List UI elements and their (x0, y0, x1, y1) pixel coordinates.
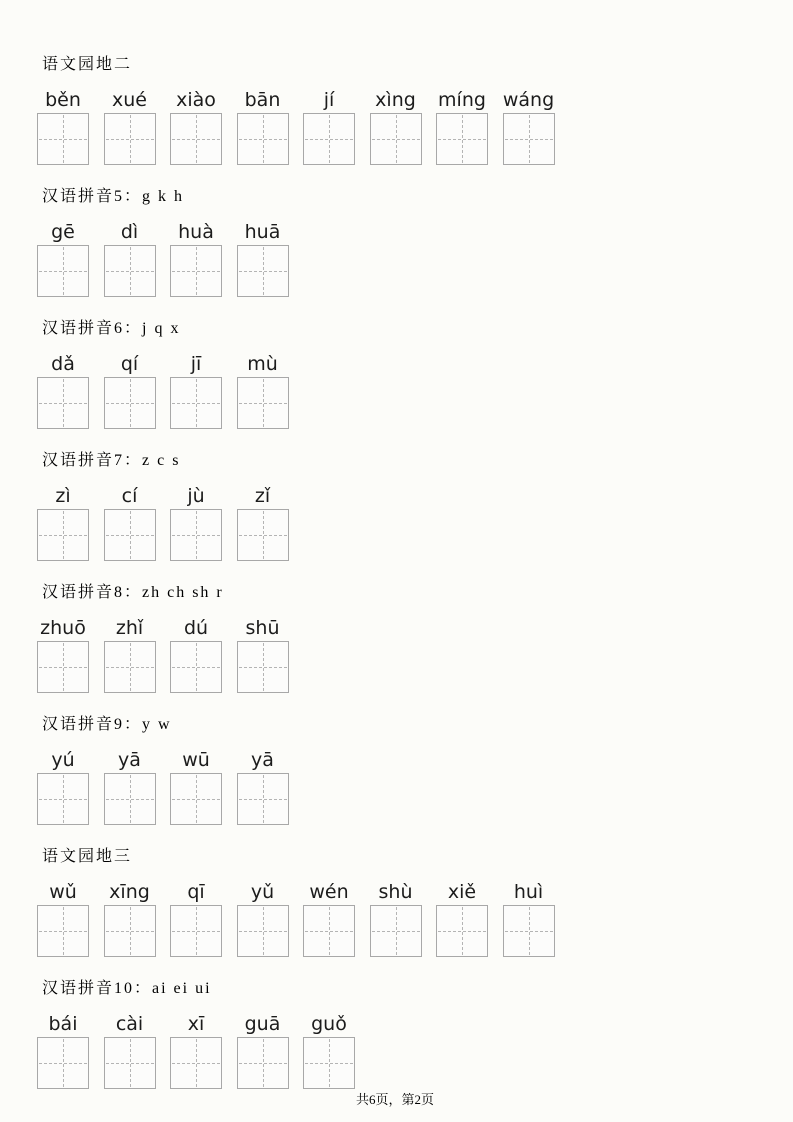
pinyin-label: wáng (502, 89, 555, 111)
syllable-cell (37, 1013, 89, 1089)
grid-horizontal-dashed-line (106, 535, 154, 536)
pinyin-label: bái (48, 1013, 78, 1035)
pinyin-label: míng (438, 89, 486, 111)
writing-grid-box (104, 113, 156, 165)
syllable-cell (170, 89, 222, 165)
writing-grid-box (37, 773, 89, 825)
syllable-cell (170, 221, 222, 297)
writing-grid-box (104, 245, 156, 297)
section-title: 语文园地二 (42, 56, 133, 73)
writing-grid-box (237, 245, 289, 297)
section-title: 语文园地三 (42, 848, 133, 865)
grid-horizontal-dashed-line (239, 403, 287, 404)
syllable-cell (104, 221, 156, 297)
writing-grid-box (37, 1037, 89, 1089)
syllable-cell (170, 1013, 222, 1089)
pinyin-label: jí (323, 89, 335, 111)
pinyin-label: zì (55, 485, 71, 507)
grid-horizontal-dashed-line (239, 535, 287, 536)
pinyin-label: xīng (109, 881, 150, 903)
grid-horizontal-dashed-line (438, 931, 486, 932)
syllable-cell (503, 881, 555, 957)
grid-horizontal-dashed-line (106, 667, 154, 668)
grid-horizontal-dashed-line (106, 403, 154, 404)
writing-grid-box (170, 773, 222, 825)
syllable-cell (104, 881, 156, 957)
grid-horizontal-dashed-line (39, 139, 87, 140)
grid-horizontal-dashed-line (106, 931, 154, 932)
grid-horizontal-dashed-line (372, 139, 420, 140)
writing-grid-box (303, 113, 355, 165)
pinyin-label: huà (178, 221, 214, 243)
pinyin-label: xī (187, 1013, 205, 1035)
writing-grid-box (37, 245, 89, 297)
syllable-cell (170, 617, 222, 693)
grid-horizontal-dashed-line (239, 139, 287, 140)
pinyin-label: jù (187, 485, 205, 507)
syllable-cell (104, 617, 156, 693)
grid-horizontal-dashed-line (239, 931, 287, 932)
writing-grid-box (104, 641, 156, 693)
grid-horizontal-dashed-line (305, 931, 353, 932)
syllable-cell (170, 353, 222, 429)
pinyin-label: gē (51, 221, 75, 243)
writing-grid-box (237, 377, 289, 429)
syllable-cell (37, 89, 89, 165)
syllable-cell (104, 89, 156, 165)
grid-horizontal-dashed-line (106, 271, 154, 272)
syllable-cell (237, 485, 289, 561)
syllable-cell (237, 881, 289, 957)
writing-grid-box (104, 509, 156, 561)
pinyin-label: xìng (375, 89, 416, 111)
writing-grid-box (104, 773, 156, 825)
pinyin-label: dǎ (51, 353, 75, 375)
writing-grid-box (170, 905, 222, 957)
pinyin-label: yǔ (250, 881, 275, 903)
pinyin-label: yā (251, 749, 274, 771)
writing-grid-box (436, 905, 488, 957)
pinyin-label: cài (115, 1013, 144, 1035)
pinyin-label: wǔ (49, 881, 77, 903)
syllable-cell (370, 881, 422, 957)
writing-grid-box (170, 377, 222, 429)
syllable-row (37, 89, 793, 165)
writing-grid-box (370, 905, 422, 957)
syllable-cell (503, 89, 555, 165)
writing-grid-box (37, 905, 89, 957)
grid-horizontal-dashed-line (172, 1063, 220, 1064)
pinyin-label: qī (187, 881, 205, 903)
writing-grid-box (37, 113, 89, 165)
syllable-cell (370, 89, 422, 165)
syllable-cell (237, 221, 289, 297)
grid-horizontal-dashed-line (239, 799, 287, 800)
grid-horizontal-dashed-line (39, 799, 87, 800)
grid-horizontal-dashed-line (305, 139, 353, 140)
writing-grid-box (503, 113, 555, 165)
syllable-cell (170, 881, 222, 957)
syllable-cell (170, 749, 222, 825)
writing-grid-box (37, 377, 89, 429)
grid-horizontal-dashed-line (172, 403, 220, 404)
writing-grid-box (237, 905, 289, 957)
section-title: 汉语拼音8：zh ch sh r (42, 584, 224, 601)
grid-horizontal-dashed-line (305, 1063, 353, 1064)
writing-grid-box (37, 641, 89, 693)
writing-grid-box (104, 1037, 156, 1089)
syllable-row (37, 485, 793, 561)
grid-horizontal-dashed-line (39, 271, 87, 272)
syllable-cell (237, 617, 289, 693)
writing-grid-box (237, 641, 289, 693)
syllable-row (37, 617, 793, 693)
section-title: 汉语拼音7：z c s (42, 452, 181, 469)
syllable-cell (303, 881, 355, 957)
syllable-cell (37, 749, 89, 825)
writing-grid-box (104, 377, 156, 429)
writing-grid-box (170, 113, 222, 165)
grid-horizontal-dashed-line (172, 535, 220, 536)
writing-grid-box (104, 905, 156, 957)
grid-horizontal-dashed-line (39, 535, 87, 536)
grid-horizontal-dashed-line (172, 271, 220, 272)
grid-horizontal-dashed-line (172, 931, 220, 932)
worksheet-section (42, 715, 793, 825)
grid-horizontal-dashed-line (239, 271, 287, 272)
pinyin-label: zhuō (40, 617, 86, 639)
writing-grid-box (170, 509, 222, 561)
syllable-cell (303, 89, 355, 165)
worksheet-section (42, 583, 793, 693)
pinyin-label: xiě (447, 881, 477, 903)
pinyin-label: dì (120, 221, 139, 243)
syllable-cell (37, 617, 89, 693)
worksheet-section (42, 451, 793, 561)
writing-grid-box (237, 113, 289, 165)
pinyin-label: huā (244, 221, 281, 243)
syllable-row (37, 881, 793, 957)
writing-grid-box (170, 245, 222, 297)
syllable-row (37, 353, 793, 429)
pinyin-label: jī (190, 353, 202, 375)
syllable-cell (303, 1013, 355, 1089)
grid-horizontal-dashed-line (39, 931, 87, 932)
pinyin-label: mù (247, 353, 278, 375)
syllable-cell (37, 353, 89, 429)
pinyin-label: wén (309, 881, 349, 903)
grid-horizontal-dashed-line (106, 1063, 154, 1064)
syllable-cell (37, 485, 89, 561)
writing-grid-box (436, 113, 488, 165)
pinyin-label: shù (378, 881, 413, 903)
grid-horizontal-dashed-line (372, 931, 420, 932)
writing-grid-box (237, 773, 289, 825)
page-footer (356, 1089, 434, 1108)
grid-horizontal-dashed-line (172, 139, 220, 140)
grid-horizontal-dashed-line (239, 1063, 287, 1064)
section-title: 汉语拼音9：y w (42, 716, 172, 733)
writing-grid-box (237, 1037, 289, 1089)
pinyin-label: zǐ (254, 485, 271, 507)
writing-grid-box (170, 1037, 222, 1089)
section-title: 汉语拼音10：ai ei ui (42, 980, 212, 997)
syllable-row (37, 1013, 793, 1089)
pinyin-label: dú (183, 617, 209, 639)
pinyin-label: zhǐ (115, 617, 144, 639)
pinyin-label: wū (182, 749, 210, 771)
syllable-cell (104, 485, 156, 561)
grid-horizontal-dashed-line (106, 139, 154, 140)
syllable-cell (104, 749, 156, 825)
syllable-row (37, 221, 793, 297)
sections-container (0, 55, 793, 1089)
syllable-cell (237, 1013, 289, 1089)
writing-grid-box (37, 509, 89, 561)
grid-horizontal-dashed-line (438, 139, 486, 140)
syllable-cell (104, 1013, 156, 1089)
pinyin-label: shū (245, 617, 280, 639)
pinyin-label: guǒ (311, 1013, 347, 1035)
grid-horizontal-dashed-line (172, 667, 220, 668)
grid-horizontal-dashed-line (39, 403, 87, 404)
section-title: 汉语拼音5：g k h (42, 188, 185, 205)
syllable-cell (436, 89, 488, 165)
writing-grid-box (303, 905, 355, 957)
worksheet-section (42, 187, 793, 297)
syllable-row (37, 749, 793, 825)
page-counter: 共6页，第2页 (356, 1092, 435, 1107)
pinyin-label: cí (121, 485, 138, 507)
pinyin-label: běn (45, 89, 81, 111)
writing-grid-box (170, 641, 222, 693)
pinyin-label: bān (244, 89, 281, 111)
pinyin-label: guā (244, 1013, 281, 1035)
writing-grid-box (237, 509, 289, 561)
writing-grid-box (370, 113, 422, 165)
grid-horizontal-dashed-line (39, 667, 87, 668)
worksheet-section (42, 55, 793, 165)
worksheet-section (42, 979, 793, 1089)
pinyin-label: yā (118, 749, 141, 771)
syllable-cell (237, 353, 289, 429)
syllable-cell (104, 353, 156, 429)
worksheet-section (42, 847, 793, 957)
syllable-cell (237, 749, 289, 825)
syllable-cell (37, 221, 89, 297)
grid-horizontal-dashed-line (505, 931, 553, 932)
pinyin-label: yú (51, 749, 75, 771)
section-title: 汉语拼音6：j q x (42, 320, 181, 337)
pinyin-label: huì (513, 881, 544, 903)
pinyin-label: xué (112, 89, 147, 111)
syllable-cell (237, 89, 289, 165)
syllable-cell (37, 881, 89, 957)
writing-grid-box (503, 905, 555, 957)
pinyin-label: xiào (176, 89, 216, 111)
grid-horizontal-dashed-line (39, 1063, 87, 1064)
syllable-cell (170, 485, 222, 561)
grid-horizontal-dashed-line (106, 799, 154, 800)
grid-horizontal-dashed-line (239, 667, 287, 668)
grid-horizontal-dashed-line (505, 139, 553, 140)
writing-grid-box (303, 1037, 355, 1089)
syllable-cell (436, 881, 488, 957)
worksheet-section (42, 319, 793, 429)
pinyin-label: qí (120, 353, 139, 375)
grid-horizontal-dashed-line (172, 799, 220, 800)
